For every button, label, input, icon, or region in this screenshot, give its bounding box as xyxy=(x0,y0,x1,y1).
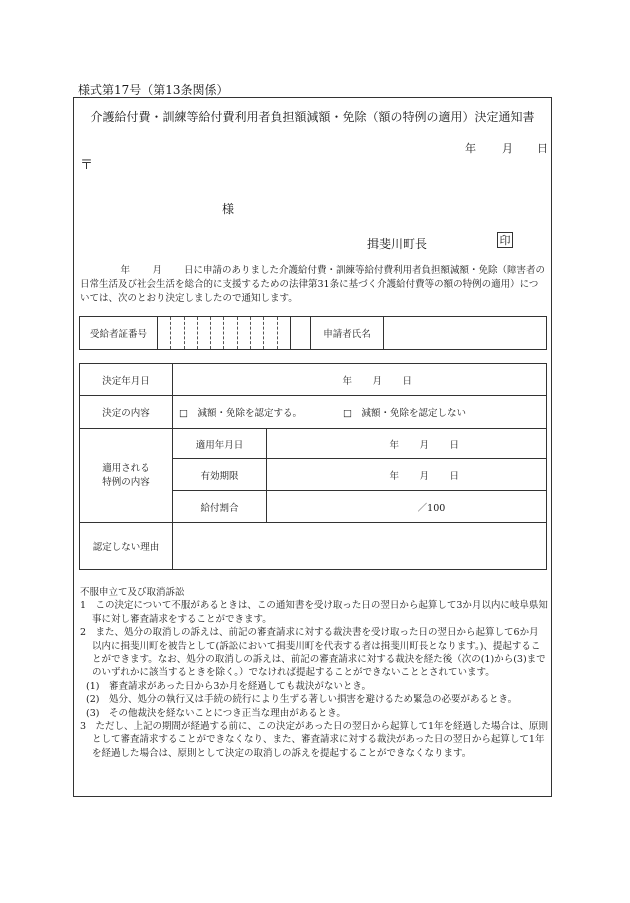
notes-heading: 不服申立て及び取消訴訟 xyxy=(80,587,185,598)
note-3: 3 ただし、上記の期間が経過する前に、この決定があった日の翌日から起算して1年を経過した場合は、原則として審査請求することができなくなり、また、審査請求に対する裁決があった日の翌日から起算して1年を経過した場合は、原則として決定の取消しの訴えを提起することができなくなります。 xyxy=(80,721,548,759)
appeal-notes xyxy=(80,586,548,760)
decision-content-field xyxy=(173,396,547,429)
apply-month: 月 xyxy=(419,439,429,451)
apply-date-label: 適用年月日 xyxy=(173,429,267,459)
special-content-label xyxy=(80,429,173,523)
note-2: 2 また、処分の取消しの訴えは、前記の審査請求に対する裁決書を受け取った日の翌日から起算して6か月以内に揖斐川町を被告として(訴訟において揖斐川町を代表する者は揖斐川町長となります。)、提起することができます。なお、処分の取消しの訴えは、前記の審査請求に対する裁決を経た後（次の(1)から(3)までのいずれかに該当するときを除く。）でなければ提起することができないこととされています。 xyxy=(80,627,546,679)
valid-year: 年 xyxy=(389,470,399,482)
note-2-sub-2: (2) 処分、処分の執行又は手続の続行により生ずる著しい損害を避けるため緊急の必要があるとき。 xyxy=(86,694,518,706)
option-deny-checkbox[interactable]: □ 減額・免除を認定しない xyxy=(343,408,466,419)
decision-table xyxy=(79,363,547,570)
document-title: 介護給付費・訓練等給付費利用者負担額減額・免除（額の特例の適用）決定通知書 xyxy=(90,110,535,124)
option-approve-checkbox[interactable]: □ 減額・免除を認定する。 xyxy=(179,408,302,419)
decision-month: 月 xyxy=(372,375,382,387)
apply-year: 年 xyxy=(389,439,399,451)
recipient-cert-field[interactable] xyxy=(158,317,291,350)
valid-month: 月 xyxy=(419,470,429,482)
recipient-suffix: 様 xyxy=(222,202,235,216)
date-year: 年 xyxy=(465,142,476,155)
decision-year: 年 xyxy=(342,375,352,387)
decision-day: 日 xyxy=(402,375,412,387)
benefit-ratio-label: 給付割合 xyxy=(173,491,267,523)
valid-period-field[interactable] xyxy=(267,459,547,491)
postal-mark: 〒 xyxy=(80,158,94,173)
applicant-table xyxy=(79,316,547,350)
note-2-sub-3: (3) その他裁決を経ないことにつき正当な理由があるとき。 xyxy=(86,707,346,719)
decision-date-field[interactable] xyxy=(173,364,547,396)
special-label-line1: 適用される xyxy=(102,462,150,474)
seal-box: 印 xyxy=(497,232,513,248)
apply-day: 日 xyxy=(449,439,459,451)
note-2-sub-1: (1) 審査請求があった日から3か月を経過しても裁決がないとき。 xyxy=(86,680,372,692)
note-1: 1 この決定について不服があるときは、この通知書を受け取った日の翌日から起算して3か月以内に岐阜県知事に対し審査請求をすることができます。 xyxy=(80,600,548,625)
date-day: 日 xyxy=(537,142,548,155)
date-month: 月 xyxy=(502,142,513,155)
valid-period-label: 有効期限 xyxy=(173,459,267,491)
issuer-name: 揖斐川町長 xyxy=(367,237,428,251)
applicant-name-label: 申請者氏名 xyxy=(311,317,384,350)
intro-paragraph xyxy=(80,264,546,306)
intro-text: 日に申請のありました介護給付費・訓練等給付費利用者負担額減額・免除（障害者の日常生活及び社会生活を総合的に支援するための法律第31条に基づく介護給付費等の額の特例の適用）については、次のとおり決定しましたので通知します。 xyxy=(80,265,546,304)
form-number: 様式第17号（第13条関係） xyxy=(78,83,229,97)
benefit-ratio-field[interactable]: ／100 xyxy=(267,491,547,523)
recipient-cert-label: 受給者証番号 xyxy=(80,317,158,350)
intro-month: 月 xyxy=(152,265,162,276)
decision-content-label: 決定の内容 xyxy=(80,396,173,429)
decision-date-label: 決定年月日 xyxy=(80,364,173,396)
valid-day: 日 xyxy=(449,470,459,482)
apply-date-field[interactable] xyxy=(267,429,547,459)
special-label-line2: 特例の内容 xyxy=(102,476,150,488)
reason-field[interactable] xyxy=(173,523,547,570)
intro-year: 年 xyxy=(120,265,130,276)
reason-label: 認定しない理由 xyxy=(80,523,173,570)
applicant-name-field[interactable] xyxy=(384,317,547,350)
